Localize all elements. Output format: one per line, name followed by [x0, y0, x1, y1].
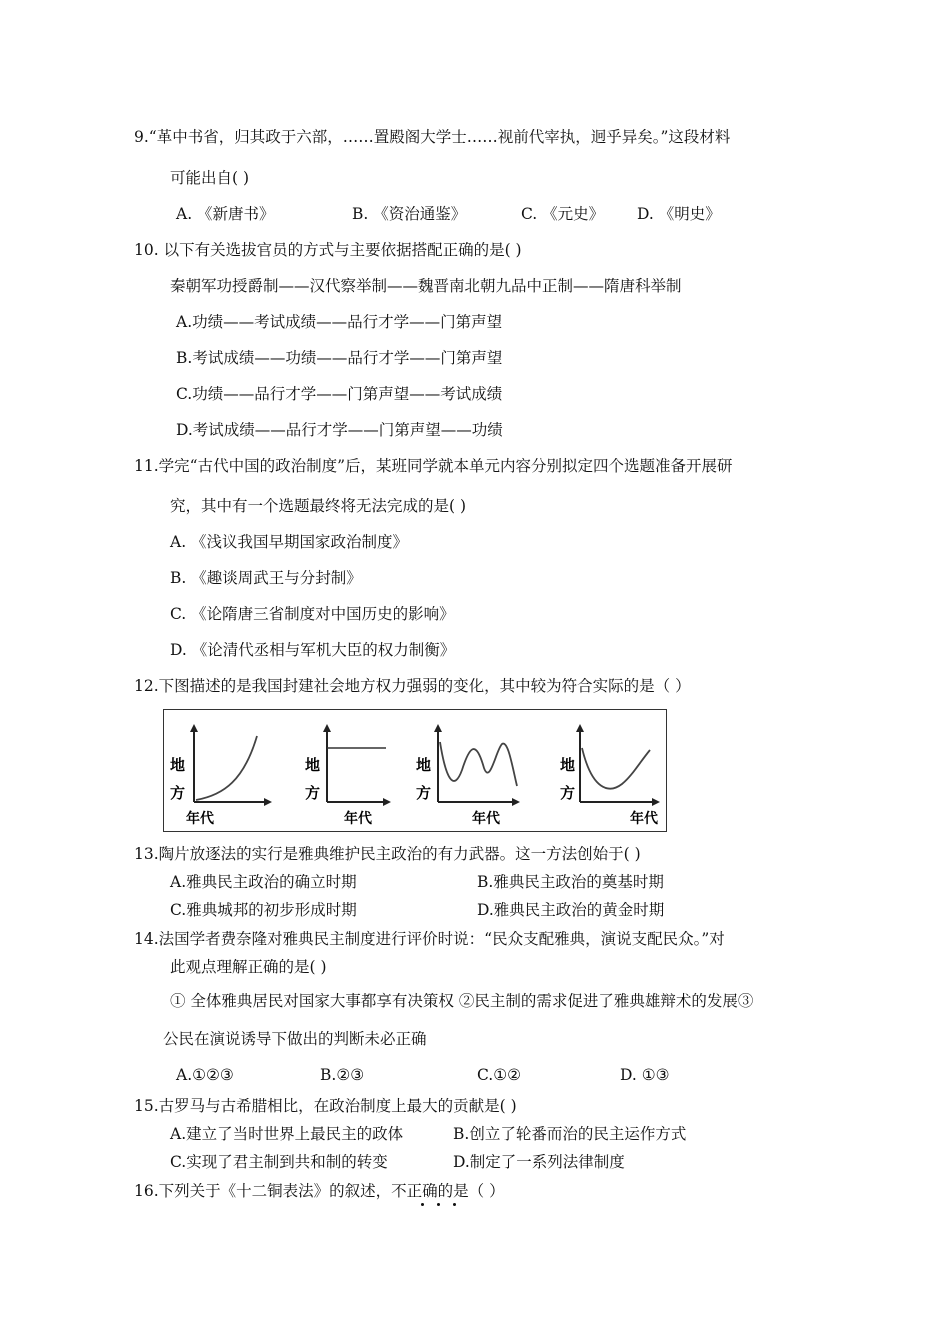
q13-stem: 13.陶片放逐法的实行是雅典维护民主政治的有力武器。这一方法创始于( ) — [134, 845, 641, 863]
q14-option-b: B.②③ — [320, 1066, 365, 1084]
graph-b-xlabel: 年代 — [344, 811, 372, 827]
q10-material: 秦朝军功授爵制——汉代察举制——魏晋南北朝九品中正制——隋唐科举制 — [170, 277, 682, 295]
q12-figure — [163, 709, 667, 832]
graph-b-ylabel-bottom: 方 — [305, 784, 321, 802]
q9-option-d: D. 《明史》 — [637, 205, 721, 223]
graph-d-xlabel: 年代 — [630, 811, 658, 827]
graph-b — [305, 726, 389, 827]
q10-option-c: C.功绩——品行才学——门第声望——考试成绩 — [176, 385, 503, 403]
q13-option-c: C.雅典城邦的初步形成时期 — [170, 901, 357, 919]
graph-b-ylabel-top: 地 — [305, 756, 321, 774]
graph-d-ylabel-top: 地 — [560, 756, 576, 774]
q14-stem-line1: 14.法国学者费奈隆对雅典民主制度进行评价时说：“民众支配雅典，演说支配民众。”对 — [134, 930, 725, 948]
q9-stem-line2: 可能出自( ) — [170, 169, 250, 187]
graph-a-curve — [196, 736, 257, 800]
q15-option-c: C.实现了君主制到共和制的转变 — [170, 1153, 388, 1171]
q14-statements-line1: ① 全体雅典居民对国家大事都享有决策权 ②民主制的需求促进了雅典雄辩术的发展③ — [170, 992, 754, 1010]
q15-stem: 15.古罗马与古希腊相比，在政治制度上最大的贡献是( ) — [134, 1097, 517, 1115]
emphasis-dot — [453, 1203, 456, 1206]
graph-a-xlabel: 年代 — [186, 811, 214, 827]
q9-stem-line1: 9.“革中书省，归其政于六部，……置殿阁大学士……视前代宰执，迥乎异矣。”这段材料 — [134, 128, 731, 146]
q11-stem-line1: 11.学完“古代中国的政治制度”后，某班同学就本单元内容分别拟定四个选题准备开展研 — [134, 457, 733, 475]
q10-option-b: B.考试成绩——功绩——品行才学——门第声望 — [176, 349, 503, 367]
q14-stem-line2: 此观点理解正确的是( ) — [170, 958, 327, 976]
graph-d — [560, 726, 659, 827]
q13-option-d: D.雅典民主政治的黄金时期 — [477, 901, 665, 919]
graph-c-xlabel: 年代 — [472, 811, 500, 827]
graph-c-ylabel-bottom: 方 — [416, 784, 432, 802]
q9-option-c: C. 《元史》 — [521, 205, 605, 223]
graph-c-ylabel-top: 地 — [416, 756, 432, 774]
graph-c — [416, 726, 518, 827]
graph-a — [170, 726, 270, 827]
graph-a-ylabel-bottom: 方 — [170, 784, 186, 802]
q11-option-c: C. 《论隋唐三省制度对中国历史的影响》 — [170, 605, 455, 623]
q14-option-a: A.①②③ — [176, 1066, 234, 1084]
q13-option-b: B.雅典民主政治的奠基时期 — [477, 873, 664, 891]
q10-option-d: D.考试成绩——品行才学——门第声望——功绩 — [176, 421, 503, 439]
q15-option-a: A.建立了当时世界上最民主的政体 — [170, 1125, 404, 1143]
q14-statements-line2: 公民在演说诱导下做出的判断未必正确 — [163, 1030, 427, 1048]
q11-option-d: D. 《论清代丞相与军机大臣的权力制衡》 — [170, 641, 456, 659]
q9-option-b: B. 《资治通鉴》 — [352, 205, 467, 223]
q10-option-a: A.功绩——考试成绩——品行才学——门第声望 — [176, 313, 503, 331]
graph-a-ylabel-top: 地 — [170, 756, 186, 774]
emphasis-dot — [421, 1203, 424, 1206]
emphasis-dot — [437, 1203, 440, 1206]
q11-stem-line2: 究，其中有一个选题最终将无法完成的是( ) — [170, 497, 467, 515]
graph-d-curve — [582, 748, 650, 789]
q15-option-b: B.创立了轮番而治的民主运作方式 — [453, 1125, 687, 1143]
q12-stem: 12.下图描述的是我国封建社会地方权力强弱的变化，其中较为符合实际的是（ ） — [134, 677, 691, 695]
q11-option-a: A. 《浅议我国早期国家政治制度》 — [170, 533, 409, 551]
q16-stem: 16.下列关于《十二铜表法》的叙述，不正确的是（ ） — [134, 1182, 505, 1200]
q11-option-b: B. 《趣谈周武王与分封制》 — [170, 569, 362, 587]
graph-d-ylabel-bottom: 方 — [560, 784, 576, 802]
q13-option-a: A.雅典民主政治的确立时期 — [170, 873, 357, 891]
q10-stem: 10. 以下有关选拔官员的方式与主要依据搭配正确的是( ) — [134, 241, 522, 259]
graph-c-curve — [440, 742, 517, 786]
q15-option-d: D.制定了一系列法律制度 — [453, 1153, 625, 1171]
q9-option-a: A. 《新唐书》 — [176, 205, 275, 223]
q14-option-c: C.①② — [477, 1066, 522, 1084]
q14-option-d: D. ①③ — [620, 1066, 670, 1084]
q12-graphs-svg — [164, 710, 668, 833]
